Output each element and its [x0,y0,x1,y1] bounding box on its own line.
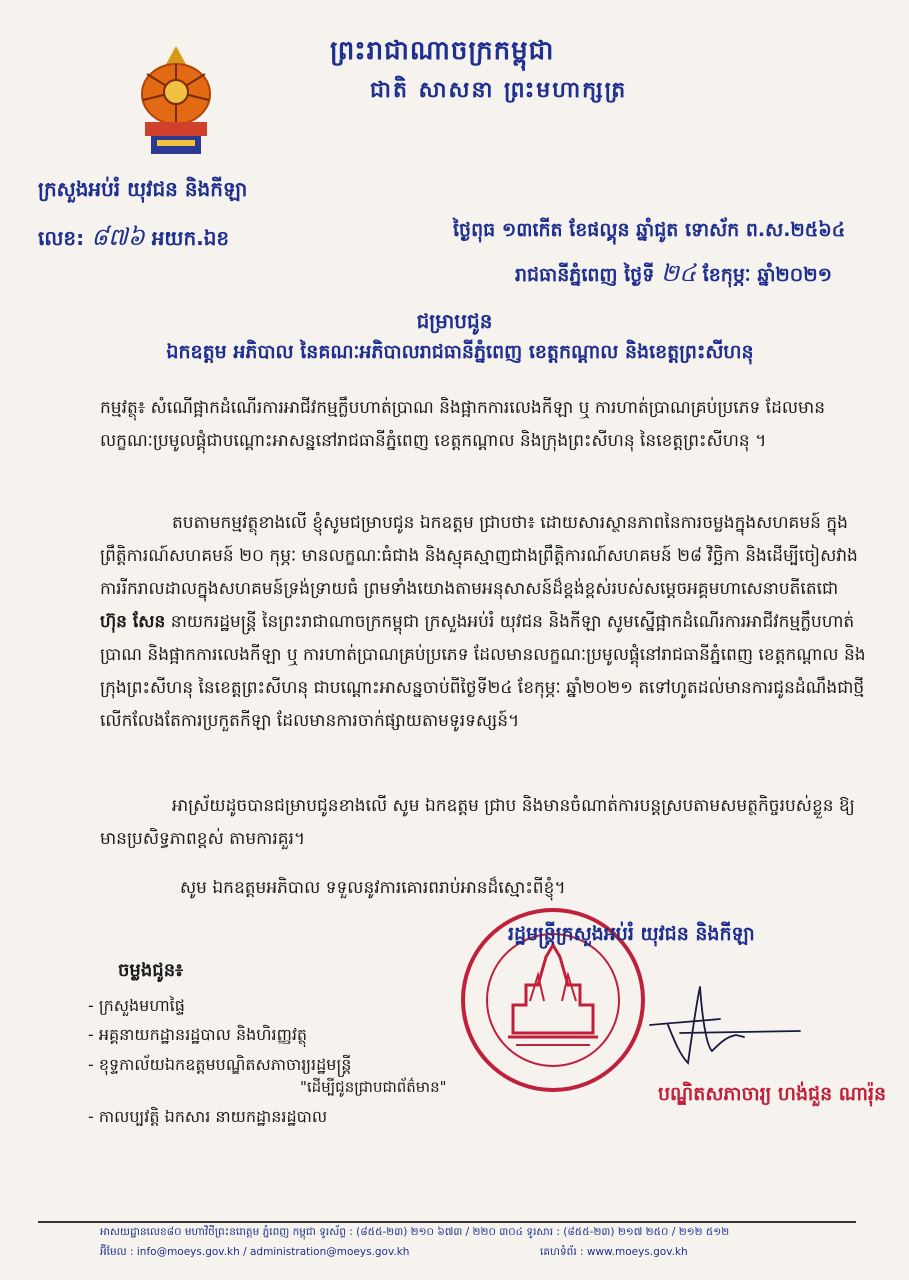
paragraph-main-part-b: នាយករដ្ឋមន្ត្រី នៃព្រះរាជាណាចក្រកម្ពុជា ក្រសួងអប់រំ យុវជន និងកីឡា សូមស្នើផ្អាកដំណើរការអាជីវកម្មក្លឹបហាត់ប្រាណ និងផ្អាកការលេងកីឡា ឬ ការហាត់ប្រាណគ្រប់ប្រភេទ ដែលមានលក្ខណៈប្រមូលផ្តុំនៅរាជធានីភ្នំពេញ ខេត្តកណ្តាល និងក្រុងព្រះសីហនុ នៃខេត្តព្រះសីហនុ ជាបណ្តោះអាសន្នចាប់ពីថ្ងៃទី២៤ ខែកុម្ភៈ ឆ្នាំ២០២១ តទៅហូតដល់មានការជូនដំណឹងជាថ្មី លើកលែងតែការប្រកួតកីឡា ដែលមានការចាក់ផ្សាយតាមទូរទស្សន៍។ [100,612,866,731]
reference-handwritten-number: ៨៧៦ [91,223,145,251]
footer-divider [38,1221,856,1223]
footer-email: អ៊ីមែល : info@moeys.gov.kh / administration@moeys.gov.kh [100,1246,410,1258]
cc-item: - អគ្គនាយកដ្ឋានរដ្ឋបាល និងហិរញ្ញវត្ថុ [88,1025,308,1044]
reference-number [38,222,229,257]
cc-note: "ដើម្បីជូនជ្រាបជាព័ត៌មាន" [300,1078,447,1096]
footer-contact [100,1246,688,1261]
signatory-title: រដ្ឋមន្ត្រីក្រសួងអប់រំ យុវជន និងកីឡា [508,923,755,945]
reference-suffix: អយក.ឯខ [151,226,230,250]
ministry-name: ក្រសួងអប់រំ យុវជន និងកីឡា [38,177,248,201]
cc-title: ចម្លងជូន៖ [118,960,184,981]
lunar-date: ថ្ងៃពុធ ១៣កើត ខែផល្គុន ឆ្នាំជូត ទោស័ក ព.ស.២៥៦៤ [453,219,846,241]
prime-minister-name: ហ៊ុន សែន [100,612,166,632]
cc-item: - កាលប្បវត្តិ ឯកសារ នាយកដ្ឋានរដ្ឋបាល [88,1107,328,1126]
letter-subject: ជម្រាបជូន [416,309,493,333]
solar-date-suffix: ខែកុម្ភៈ ឆ្នាំ២០២១ [702,264,832,286]
solar-date-prefix: រាជធានីភ្នំពេញ ថ្ងៃទី [515,264,655,286]
paragraph-closing: អាស្រ័យដូចបានជម្រាបជូនខាងលើ សូម ឯកឧត្តម ជ្រាប និងមានចំណាត់ការបន្តស្របតាមសមត្ថកិច្ចរបស់ខ្លួន ឱ្យមានប្រសិទ្ធភាពខ្ពស់ តាមការគួរ។ [100,796,855,849]
cc-item: - ក្រសួងមហាផ្ទៃ [88,996,185,1015]
handwritten-signature [640,985,870,1065]
signatory-name: បណ្ឌិតសភាចារ្យ ហង់ជួន ណារ៉ុន [658,1083,887,1105]
solar-date-day: ២៤ [660,259,697,287]
paragraph-main [100,507,870,738]
solar-date [515,258,832,293]
national-motto: ជាតិ សាសនា ព្រះមហាក្សត្រ [370,78,628,103]
letter-recipient: ឯកឧត្តម អភិបាល នៃគណៈអភិបាលរាជធានីភ្នំពេញ ខេត្តកណ្តាល និងខេត្តព្រះសីហនុ [166,341,754,363]
cc-item: - ខុទ្ទកាល័យឯកឧត្តមបណ្ឌិតសភាចារ្យរដ្ឋមន្ត្រី [88,1055,352,1074]
kingdom-title: ព្រះរាជាណាចក្រកម្ពុជា [330,36,555,66]
footer-website: គេហទំព័រ : www.moeys.gov.kh [540,1246,688,1258]
paragraph-main-part-a: តបតាមកម្មវត្ថុខាងលើ ខ្ញុំសូមជម្រាបជូន ឯកឧត្តម ជ្រាបថា៖ ដោយសារស្ថានភាពនៃការចម្លងក្នុងសហគមន៍ ក្នុងព្រឹត្តិការណ៍សហគមន៍ ២០ កុម្ភៈ មានលក្ខណៈធំជាង និងស្មុគស្មាញជាងព្រឹត្តិការណ៍សហគមន៍ ២៨ វិច្ឆិកា និងដើម្បីចៀសវាងការរីករាលដាលក្នុងសហគមន៍ទ្រង់ទ្រាយធំ ព្រមទាំងយោងតាមអនុសាសន៍ដ៏ខ្ពង់ខ្ពស់របស់សម្តេចអគ្គមហាសេនាបតីតេជោ [100,513,858,599]
footer-address: អាសយដ្ឋានលេខ៨០ មហាវិថីព្រះនរោត្តម ភ្នំពេញ កម្ពុជា ទូរស័ព្ទ : (៨៥៥-២៣) ២១០ ៦៧៣ / ២២០ ៣០៤ ទូរសារ : (៨៥៥-២៣) ២១៧ ២៥០ / ២១២ ៥១២ [100,1226,730,1238]
reference-label: លេខ: [38,226,85,250]
ministry-emblem-icon [135,42,217,162]
paragraph-objective: កម្មវត្ថុ៖ សំណើផ្អាកដំណើរការអាជីវកម្មក្លឹបហាត់ប្រាណ និងផ្អាកការលេងកីឡា ឬ ការហាត់ប្រាណគ្រប់ប្រភេទ ដែលមានលក្ខណៈប្រមូលផ្តុំជាបណ្តោះអាសន្ននៅរាជធានីភ្នំពេញ ខេត្តកណ្តាល និងក្រុងព្រះសីហនុ នៃខេត្តព្រះសីហនុ ។ [100,398,826,451]
paragraph-salutation: សូម ឯកឧត្តមអភិបាល ទទួលនូវការគោរពរាប់អានដ៏ស្មោះពីខ្ញុំ។ [180,878,566,898]
